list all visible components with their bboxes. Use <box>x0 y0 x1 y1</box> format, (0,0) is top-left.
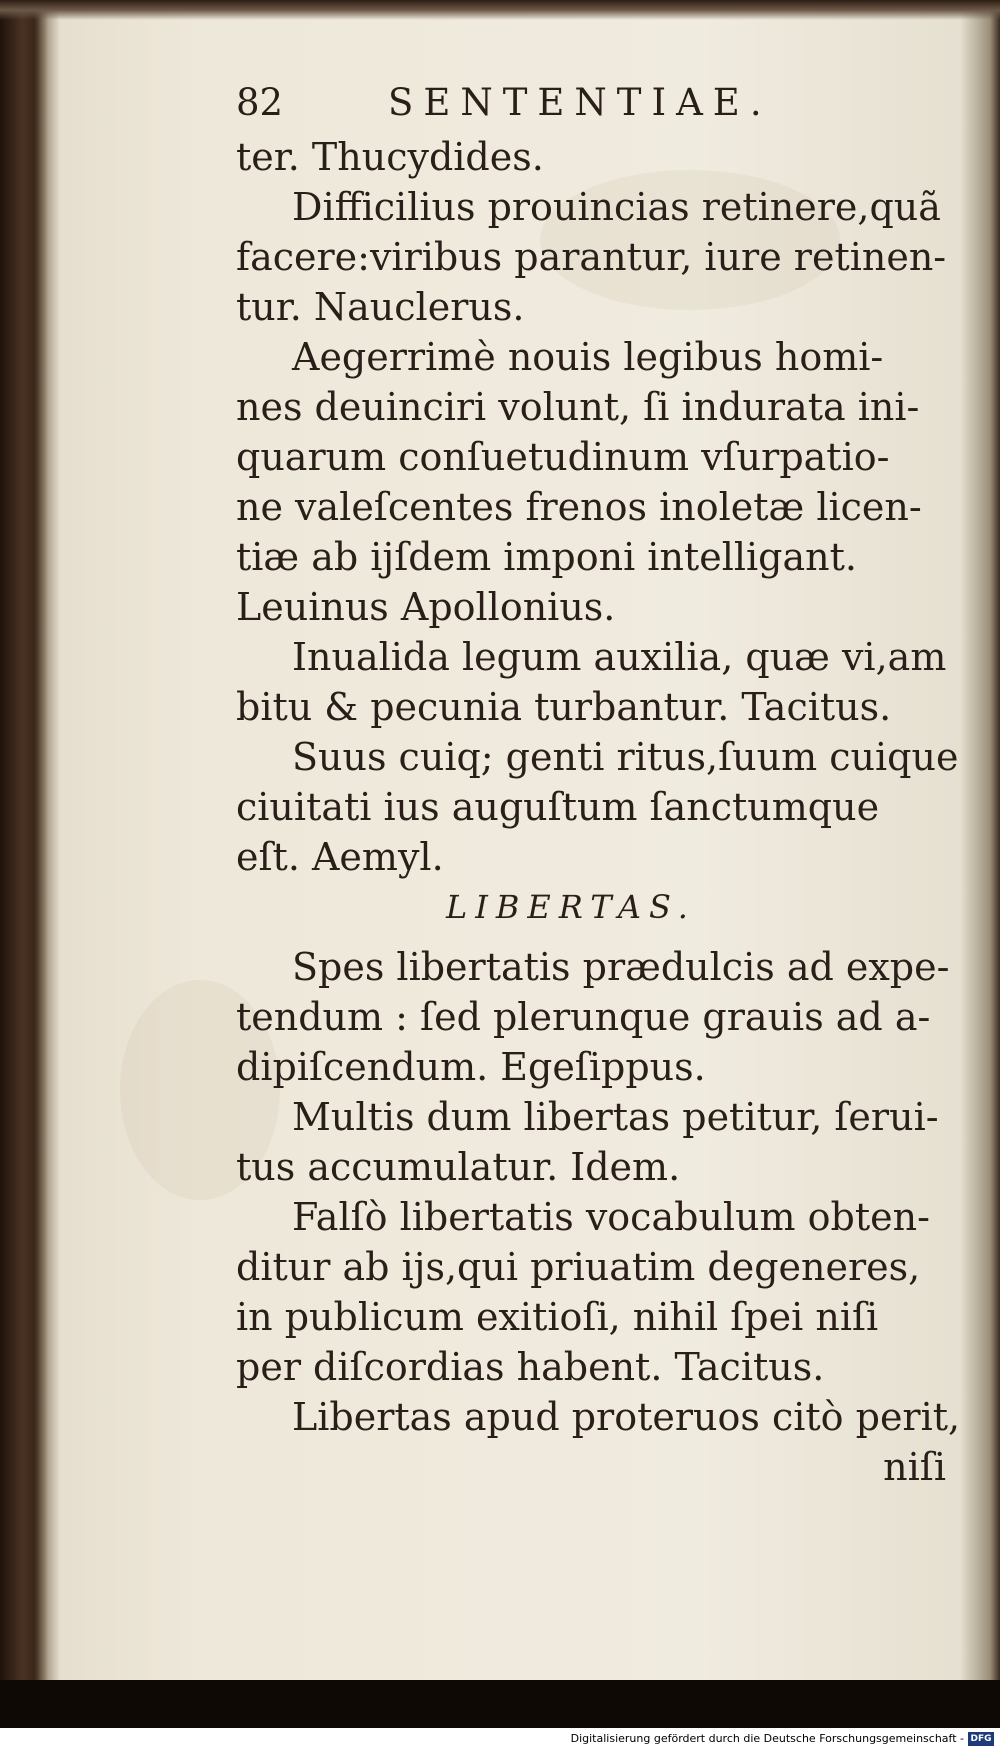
running-head: SENTENTIAE. <box>388 81 772 124</box>
text-line: quarum conſuetudinum vſurpatio- <box>236 435 890 479</box>
text-line: per diſcordias habent. Tacitus. <box>236 1345 825 1389</box>
page-text-block <box>236 74 961 1492</box>
text-line: dipiſcendum. Egeſippus. <box>236 1045 706 1089</box>
text-line: Libertas apud proteruos citò perit, <box>292 1395 961 1439</box>
text-line: tur. Nauclerus. <box>236 285 525 329</box>
text-line: bitu & pecunia turbantur. Tacitus. <box>236 685 892 729</box>
text-line: ne valeſcentes frenos inoletæ licen- <box>236 485 922 529</box>
text-line: tus accumulatur. Idem. <box>236 1145 681 1189</box>
scan-bottom-border <box>0 1680 1000 1728</box>
text-line: Inualida legum auxilia, quæ vi,am <box>292 635 947 679</box>
binding-shadow <box>0 0 48 1700</box>
dfg-logo: DFG <box>968 1732 994 1746</box>
text-line: Leuinus Apollonius. <box>236 585 616 629</box>
page-header <box>236 74 956 132</box>
text-line: tendum : ſed plerunque grauis ad a- <box>236 995 931 1039</box>
top-page-edge <box>0 0 1000 20</box>
catchword: niſi <box>883 1445 946 1489</box>
funding-credit: Digitalisierung gefördert durch die Deutsche Forschungsgemeinschaft - <box>570 1732 964 1745</box>
text-line: Multis dum libertas petitur, ſerui- <box>292 1095 939 1139</box>
page-number: 82 <box>236 81 284 124</box>
text-line: ciuitati ius auguſtum ſanctumque <box>236 785 880 829</box>
text-line: Difficilius prouincias retinere,quã <box>292 185 941 229</box>
section-heading: LIBERTAS. <box>446 888 696 926</box>
text-line: nes deuinciri volunt, ſi indurata ini- <box>236 385 920 429</box>
text-line: facere:viribus parantur, iure retinen- <box>236 235 947 279</box>
text-line: eſt. Aemyl. <box>236 835 444 879</box>
text-line: in publicum exitioſi, nihil ſpei niſi <box>236 1295 879 1339</box>
text-line: Suus cuiq; genti ritus,ſuum cuique <box>292 735 959 779</box>
text-line: Aegerrimè nouis legibus homi- <box>292 335 884 379</box>
text-line: tiæ ab ijſdem imponi intelligant. <box>236 535 857 579</box>
text-line: ditur ab ijs,qui priuatim degeneres, <box>236 1245 921 1289</box>
digitization-footer <box>0 1728 1000 1751</box>
text-line: ter. Thucydides. <box>236 135 544 179</box>
text-line: Spes libertatis prædulcis ad expe- <box>292 945 950 989</box>
text-line: Falſò libertatis vocabulum obten- <box>292 1195 930 1239</box>
